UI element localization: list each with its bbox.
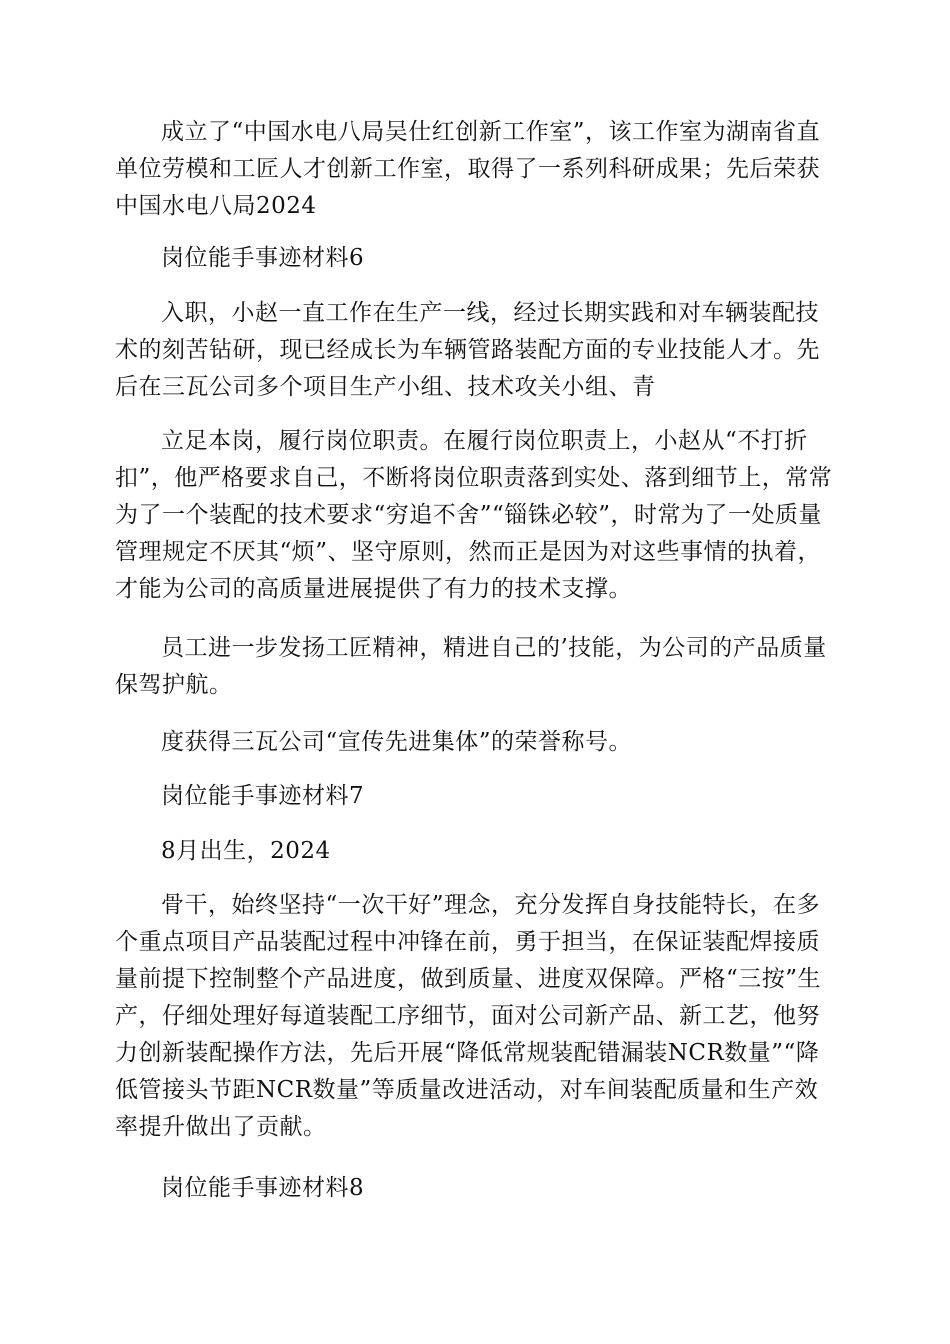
paragraph-craftsman-spirit: 员工进一步发扬工匠精神，精进自己的’技能，为公司的产品质量保驾护航。 [115, 635, 827, 698]
section-heading-material-6: 岗位能手事迹材料6 [161, 245, 365, 271]
paragraph-birth-date: 8月出生，2024 [161, 838, 331, 864]
paragraph-job-duties: 立足本岗，履行岗位职责。在履行岗位职责上，小赵从“不打折扣”，他严格要求自己，不断将岗位职责落到实处、落到细节上，常常为了一个装配的技术要求“穷追不舍”“锱铢必较”，时常为了一处质量管理规定不厌其“烦”、坚守原则，然而正是因为对这些事情的执着，才能为公司的高质量进展提供了有力的技术支撑。 [115, 428, 833, 602]
paragraph-backbone-worker: 骨干，始终坚持“一次干好”理念，充分发挥自身技能特长，在多个重点项目产品装配过程中冲锋在前，勇于担当，在保证装配焊接质量前提下控制整个产品进度，做到质量、进度双保障。严格“三按”生产，仔细处理好每道装配工序细节，面对公司新产品、新工艺，他努力创新装配操作方法，先后开展“降低常规装配错漏装NCR数量”“降低管接头节距NCR数量”等质量改进活动，对车间装配质量和生产效率提升做出了贡献。 [115, 892, 822, 1140]
paragraph-innovation-studio: 成立了“中国水电八局吴仕红创新工作室”，该工作室为湖南省直单位劳模和工匠人才创新工作室，取得了一系列科研成果；先后荣获中国水电八局2024 [115, 119, 821, 219]
paragraph-collective-honor: 度获得三瓦公司“宣传先进集体”的荣誉称号。 [161, 729, 633, 755]
section-heading-material-8: 岗位能手事迹材料8 [161, 1175, 365, 1201]
paragraph-joined-production: 入职，小赵一直工作在生产一线，经过长期实践和对车辆装配技术的刻苦钻研，现已经成长为车辆管路装配方面的专业技能人才。先后在三瓦公司多个项目生产小组、技术攻关小组、青 [115, 300, 820, 400]
section-heading-material-7: 岗位能手事迹材料7 [161, 783, 365, 809]
